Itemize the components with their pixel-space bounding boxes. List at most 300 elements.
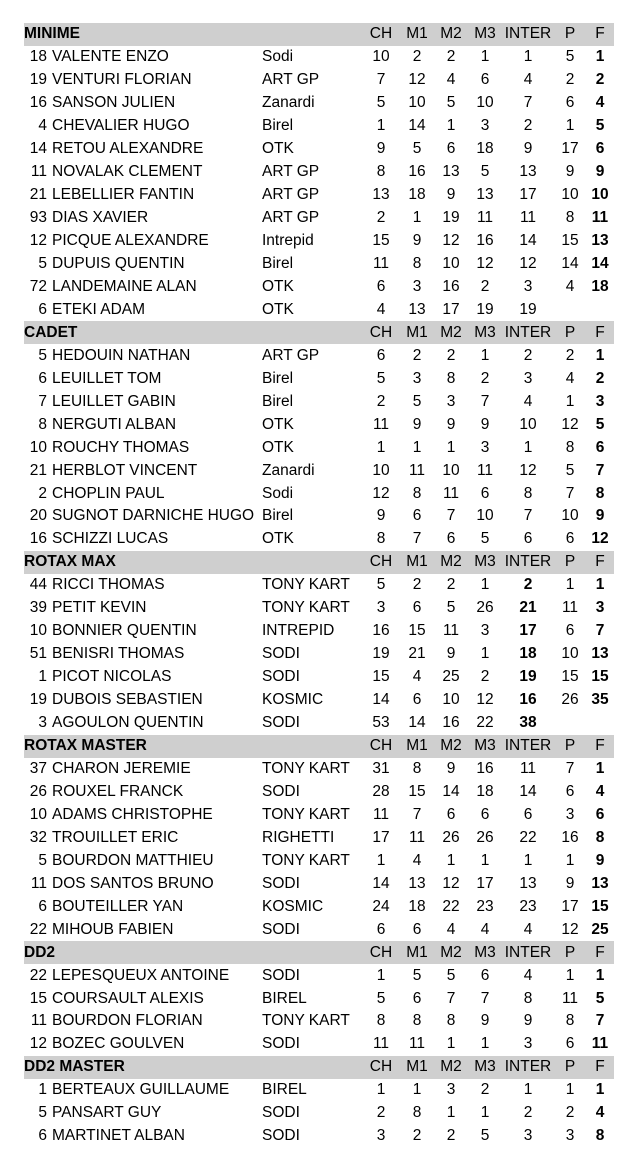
cell-m2: 13 bbox=[442, 163, 460, 181]
driver-row bbox=[24, 849, 614, 872]
cell-m3: 18 bbox=[476, 140, 494, 158]
column-header-m1: M1 bbox=[400, 321, 434, 344]
cell-inter: 11 bbox=[519, 759, 537, 777]
cell-p: 1 bbox=[565, 576, 575, 594]
cell-m2: 5 bbox=[446, 599, 456, 617]
cell-m3: 10 bbox=[476, 507, 494, 525]
category-header-row bbox=[24, 23, 614, 46]
driver-row bbox=[24, 872, 614, 895]
cell-m1: 6 bbox=[412, 507, 422, 525]
cell-m2: 2 bbox=[446, 576, 456, 594]
cell-num: 6 bbox=[38, 1127, 47, 1145]
cell-name: BOURDON MATTHIEU bbox=[52, 851, 214, 869]
cell-ch: 53 bbox=[372, 714, 390, 732]
cell-num: 6 bbox=[38, 300, 47, 318]
cell-ch: 5 bbox=[376, 94, 386, 112]
cell-m1: 4 bbox=[412, 851, 422, 869]
cell-m1: 13 bbox=[408, 300, 426, 318]
column-header-f: F bbox=[586, 941, 614, 964]
cell-team: RIGHETTI bbox=[262, 828, 335, 846]
cell-p: 26 bbox=[561, 691, 579, 709]
driver-row bbox=[24, 1033, 614, 1056]
cell-inter: 2 bbox=[523, 346, 533, 364]
cell-name: NOVALAK CLEMENT bbox=[52, 163, 203, 181]
driver-row bbox=[24, 207, 614, 230]
driver-row bbox=[24, 413, 614, 436]
cell-m2: 4 bbox=[446, 71, 456, 89]
cell-team: OTK bbox=[262, 530, 294, 548]
cell-inter: 1 bbox=[523, 851, 533, 869]
cell-p: 7 bbox=[565, 484, 575, 502]
cell-team: SODI bbox=[262, 966, 300, 984]
cell-num: 19 bbox=[29, 71, 47, 89]
cell-m3: 1 bbox=[480, 1035, 490, 1053]
column-header-ch: CH bbox=[362, 1056, 400, 1079]
cell-num: 5 bbox=[38, 1104, 47, 1122]
cell-ch: 11 bbox=[372, 805, 390, 823]
cell-m2: 6 bbox=[446, 140, 456, 158]
cell-inter: 7 bbox=[523, 94, 533, 112]
cell-m1: 5 bbox=[412, 140, 422, 158]
cell-m1: 6 bbox=[412, 691, 422, 709]
cell-inter: 4 bbox=[523, 71, 533, 89]
cell-team: ART GP bbox=[262, 163, 320, 181]
cell-p: 2 bbox=[565, 71, 575, 89]
driver-row bbox=[24, 780, 614, 803]
cell-m3: 16 bbox=[476, 759, 494, 777]
cell-team: OTK bbox=[262, 140, 294, 158]
driver-row bbox=[24, 115, 614, 138]
cell-name: DIAS XAVIER bbox=[52, 209, 149, 227]
cell-inter: 4 bbox=[523, 920, 533, 938]
cell-p: 6 bbox=[565, 782, 575, 800]
cell-team: INTREPID bbox=[262, 622, 335, 640]
cell-f: 11 bbox=[591, 209, 609, 227]
cell-m3: 3 bbox=[480, 622, 490, 640]
column-header-m3: M3 bbox=[468, 1056, 502, 1079]
cell-name: CHARON JEREMIE bbox=[52, 759, 191, 777]
cell-p: 1 bbox=[565, 966, 575, 984]
cell-name: ETEKI ADAM bbox=[52, 300, 146, 318]
cell-f: 11 bbox=[591, 1035, 609, 1053]
cell-team: Zanardi bbox=[262, 461, 315, 479]
driver-row bbox=[24, 987, 614, 1010]
cell-name: DUBOIS SEBASTIEN bbox=[52, 691, 203, 709]
cell-name: VALENTE ENZO bbox=[52, 48, 169, 66]
cell-m3: 10 bbox=[476, 94, 494, 112]
cell-m3: 12 bbox=[476, 255, 494, 272]
cell-m2: 10 bbox=[442, 691, 460, 709]
column-header-p: P bbox=[554, 735, 586, 758]
cell-p: 15 bbox=[561, 668, 579, 686]
column-header-inter: INTER bbox=[502, 735, 554, 758]
column-header-f: F bbox=[586, 321, 614, 344]
cell-m3: 3 bbox=[480, 117, 490, 135]
cell-inter: 9 bbox=[523, 140, 533, 158]
cell-inter: 22 bbox=[519, 828, 537, 846]
cell-num: 32 bbox=[29, 828, 47, 846]
cell-inter: 7 bbox=[523, 507, 533, 525]
category-header-row bbox=[24, 735, 614, 758]
cell-inter: 13 bbox=[519, 874, 537, 892]
cell-ch: 31 bbox=[372, 759, 390, 777]
cell-ch: 1 bbox=[376, 966, 386, 984]
column-header-ch: CH bbox=[362, 321, 400, 344]
driver-row bbox=[24, 826, 614, 849]
cell-f bbox=[586, 298, 614, 321]
cell-team: SODI bbox=[262, 668, 300, 686]
cell-inter: 14 bbox=[519, 782, 537, 800]
cell-ch: 1 bbox=[376, 438, 386, 456]
cell-m1: 8 bbox=[412, 1104, 422, 1122]
column-header-f: F bbox=[586, 1056, 614, 1079]
cell-p: 1 bbox=[565, 117, 575, 135]
cell-name: ROUXEL FRANCK bbox=[52, 782, 184, 800]
cell-m1: 8 bbox=[412, 1012, 422, 1030]
cell-ch: 17 bbox=[372, 828, 390, 846]
cell-num: 16 bbox=[29, 530, 47, 548]
cell-p: 8 bbox=[565, 438, 575, 456]
cell-num: 20 bbox=[29, 507, 47, 525]
cell-ch: 4 bbox=[376, 300, 386, 318]
cell-inter: 19 bbox=[519, 300, 537, 318]
driver-row bbox=[24, 666, 614, 689]
cell-m2: 2 bbox=[446, 346, 456, 364]
cell-ch: 15 bbox=[372, 668, 390, 686]
cell-num: 37 bbox=[29, 759, 47, 777]
cell-m3: 2 bbox=[480, 1081, 490, 1099]
cell-f: 1 bbox=[595, 759, 605, 777]
cell-m3: 2 bbox=[480, 369, 490, 387]
cell-m3: 26 bbox=[476, 828, 494, 846]
cell-name: VENTURI FLORIAN bbox=[52, 71, 192, 89]
cell-ch: 8 bbox=[376, 1012, 386, 1030]
cell-m3: 6 bbox=[480, 484, 490, 502]
cell-ch: 14 bbox=[372, 691, 390, 709]
category-name: MINIME bbox=[24, 23, 362, 46]
cell-inter: 21 bbox=[519, 599, 537, 617]
cell-num: 15 bbox=[29, 989, 47, 1007]
cell-f: 13 bbox=[591, 232, 609, 250]
driver-row bbox=[24, 1010, 614, 1033]
cell-ch: 10 bbox=[372, 461, 390, 479]
cell-m1: 8 bbox=[412, 255, 422, 272]
cell-inter: 3 bbox=[523, 1127, 533, 1145]
column-header-inter: INTER bbox=[502, 551, 554, 574]
cell-m1: 2 bbox=[412, 576, 422, 594]
cell-m2: 25 bbox=[442, 668, 460, 686]
cell-m3: 1 bbox=[480, 576, 490, 594]
cell-m1: 2 bbox=[412, 346, 422, 364]
cell-m3: 7 bbox=[480, 989, 490, 1007]
driver-row bbox=[24, 758, 614, 781]
cell-m1: 1 bbox=[412, 209, 422, 227]
driver-row bbox=[24, 597, 614, 620]
cell-m1: 8 bbox=[412, 759, 422, 777]
cell-m2: 11 bbox=[442, 622, 460, 640]
category-name: ROTAX MASTER bbox=[24, 735, 362, 758]
cell-inter: 1 bbox=[523, 48, 533, 66]
cell-m3: 9 bbox=[480, 1012, 490, 1030]
cell-m2: 1 bbox=[446, 438, 456, 456]
cell-m2: 16 bbox=[442, 714, 460, 732]
cell-inter: 14 bbox=[519, 232, 537, 250]
driver-row bbox=[24, 275, 614, 298]
cell-m3: 26 bbox=[476, 599, 494, 617]
cell-ch: 9 bbox=[376, 140, 386, 158]
cell-team: ART GP bbox=[262, 346, 320, 364]
cell-team: TONY KART bbox=[262, 599, 350, 617]
cell-ch: 1 bbox=[376, 851, 386, 869]
cell-num: 5 bbox=[38, 346, 47, 364]
cell-m2: 6 bbox=[446, 530, 456, 548]
cell-ch: 5 bbox=[376, 576, 386, 594]
cell-ch: 1 bbox=[376, 117, 386, 135]
cell-num: 21 bbox=[29, 461, 47, 479]
cell-team: OTK bbox=[262, 415, 294, 433]
cell-team: Zanardi bbox=[262, 94, 315, 112]
cell-name: LEPESQUEUX ANTOINE bbox=[52, 966, 230, 984]
cell-p: 2 bbox=[565, 1104, 575, 1122]
cell-ch: 11 bbox=[372, 1035, 390, 1053]
cell-num: 16 bbox=[29, 94, 47, 112]
cell-m3: 22 bbox=[476, 714, 494, 732]
cell-f: 4 bbox=[595, 1104, 605, 1122]
cell-inter: 38 bbox=[519, 714, 537, 732]
cell-f bbox=[586, 712, 614, 735]
cell-p: 6 bbox=[565, 530, 575, 548]
driver-row bbox=[24, 92, 614, 115]
cell-m1: 1 bbox=[412, 438, 422, 456]
cell-p: 1 bbox=[565, 851, 575, 869]
cell-p bbox=[554, 298, 586, 321]
cell-ch: 15 bbox=[372, 232, 390, 250]
cell-m3: 12 bbox=[476, 691, 494, 709]
driver-row bbox=[24, 895, 614, 918]
cell-num: 8 bbox=[38, 415, 47, 433]
cell-m2: 3 bbox=[446, 1081, 456, 1099]
cell-num: 11 bbox=[30, 874, 47, 892]
cell-m3: 1 bbox=[480, 851, 490, 869]
column-header-p: P bbox=[554, 23, 586, 46]
cell-inter: 3 bbox=[523, 1035, 533, 1053]
cell-inter: 1 bbox=[523, 438, 533, 456]
cell-p bbox=[554, 712, 586, 735]
cell-m2: 7 bbox=[446, 507, 456, 525]
cell-m2: 10 bbox=[442, 461, 460, 479]
cell-num: 6 bbox=[38, 897, 47, 915]
column-header-m2: M2 bbox=[434, 941, 468, 964]
cell-ch: 8 bbox=[376, 530, 386, 548]
cell-m1: 4 bbox=[412, 668, 422, 686]
driver-row bbox=[24, 643, 614, 666]
cell-name: BENISRI THOMAS bbox=[52, 645, 185, 663]
cell-p: 5 bbox=[565, 48, 575, 66]
cell-num: 14 bbox=[29, 140, 47, 158]
cell-m1: 6 bbox=[412, 989, 422, 1007]
cell-name: PICQUE ALEXANDRE bbox=[52, 232, 209, 250]
cell-inter: 23 bbox=[519, 897, 537, 915]
cell-m1: 6 bbox=[412, 599, 422, 617]
cell-f: 13 bbox=[591, 645, 609, 663]
cell-m1: 11 bbox=[408, 461, 426, 479]
cell-inter: 1 bbox=[523, 1081, 533, 1099]
cell-num: 72 bbox=[29, 277, 47, 295]
cell-team: Birel bbox=[262, 507, 294, 525]
cell-inter: 2 bbox=[523, 1104, 533, 1122]
cell-num: 39 bbox=[29, 599, 47, 617]
driver-row bbox=[24, 161, 614, 184]
cell-f: 2 bbox=[595, 369, 605, 387]
cell-m3: 5 bbox=[480, 1127, 490, 1145]
column-header-m2: M2 bbox=[434, 735, 468, 758]
cell-name: MARTINET ALBAN bbox=[52, 1127, 185, 1145]
cell-team: OTK bbox=[262, 277, 294, 295]
column-header-f: F bbox=[586, 23, 614, 46]
cell-m3: 7 bbox=[480, 392, 490, 410]
category-name: DD2 MASTER bbox=[24, 1056, 362, 1079]
cell-m1: 12 bbox=[408, 71, 426, 89]
cell-m1: 9 bbox=[412, 232, 422, 250]
cell-m1: 15 bbox=[408, 622, 426, 640]
column-header-ch: CH bbox=[362, 735, 400, 758]
cell-m2: 1 bbox=[446, 1104, 456, 1122]
driver-row bbox=[24, 298, 614, 321]
column-header-m3: M3 bbox=[468, 735, 502, 758]
results-table bbox=[24, 23, 614, 1148]
cell-f: 13 bbox=[591, 874, 609, 892]
cell-f: 5 bbox=[595, 989, 605, 1007]
cell-f: 8 bbox=[595, 484, 605, 502]
cell-ch: 7 bbox=[376, 71, 386, 89]
cell-m3: 19 bbox=[476, 300, 494, 318]
cell-inter: 13 bbox=[519, 163, 537, 181]
cell-m3: 6 bbox=[480, 966, 490, 984]
cell-name: NERGUTI ALBAN bbox=[52, 415, 177, 433]
driver-row bbox=[24, 459, 614, 482]
cell-team: TONY KART bbox=[262, 759, 350, 777]
cell-m3: 13 bbox=[476, 186, 494, 204]
driver-row bbox=[24, 367, 614, 390]
driver-row bbox=[24, 69, 614, 92]
cell-f: 9 bbox=[595, 851, 605, 869]
cell-p: 1 bbox=[565, 1081, 575, 1099]
category-name: ROTAX MAX bbox=[24, 551, 362, 574]
cell-team: SODI bbox=[262, 714, 300, 732]
cell-m2: 3 bbox=[446, 392, 456, 410]
category-name: CADET bbox=[24, 321, 362, 344]
cell-num: 10 bbox=[29, 805, 47, 823]
cell-m3: 18 bbox=[476, 782, 494, 800]
cell-f: 1 bbox=[595, 346, 605, 364]
cell-name: COURSAULT ALEXIS bbox=[52, 989, 204, 1007]
cell-num: 11 bbox=[30, 163, 47, 181]
cell-f: 2 bbox=[595, 71, 605, 89]
cell-p: 3 bbox=[565, 1127, 575, 1145]
cell-p: 15 bbox=[561, 232, 579, 250]
cell-m1: 5 bbox=[412, 392, 422, 410]
cell-inter: 11 bbox=[519, 209, 537, 227]
cell-name: PETIT KEVIN bbox=[52, 599, 147, 617]
cell-inter: 12 bbox=[519, 461, 537, 479]
cell-ch: 16 bbox=[372, 622, 390, 640]
cell-m2: 12 bbox=[442, 874, 460, 892]
cell-name: LANDEMAINE ALAN bbox=[52, 277, 197, 295]
cell-f: 5 bbox=[595, 117, 605, 135]
cell-ch: 19 bbox=[372, 645, 390, 663]
cell-num: 6 bbox=[38, 369, 47, 387]
column-header-m3: M3 bbox=[468, 551, 502, 574]
cell-m1: 8 bbox=[412, 484, 422, 502]
cell-m2: 10 bbox=[442, 255, 460, 272]
cell-m2: 22 bbox=[442, 897, 460, 915]
cell-f: 35 bbox=[591, 691, 609, 709]
cell-m2: 5 bbox=[446, 966, 456, 984]
cell-num: 1 bbox=[38, 1081, 47, 1099]
cell-ch: 6 bbox=[376, 277, 386, 295]
cell-ch: 3 bbox=[376, 1127, 386, 1145]
column-header-inter: INTER bbox=[502, 321, 554, 344]
cell-f: 15 bbox=[591, 668, 609, 686]
cell-m2: 5 bbox=[446, 94, 456, 112]
cell-ch: 1 bbox=[376, 1081, 386, 1099]
cell-p: 12 bbox=[561, 920, 579, 938]
column-header-m1: M1 bbox=[400, 941, 434, 964]
cell-ch: 13 bbox=[372, 186, 390, 204]
cell-num: 11 bbox=[30, 1012, 47, 1030]
cell-name: BOURDON FLORIAN bbox=[52, 1012, 203, 1030]
cell-m3: 3 bbox=[480, 438, 490, 456]
cell-name: DUPUIS QUENTIN bbox=[52, 255, 185, 272]
cell-ch: 5 bbox=[376, 989, 386, 1007]
cell-m2: 1 bbox=[446, 1035, 456, 1053]
cell-m3: 4 bbox=[480, 920, 490, 938]
cell-team: SODI bbox=[262, 874, 300, 892]
cell-num: 22 bbox=[29, 966, 47, 984]
driver-row bbox=[24, 138, 614, 161]
cell-inter: 3 bbox=[523, 369, 533, 387]
cell-team: BIREL bbox=[262, 1081, 307, 1099]
cell-p: 10 bbox=[561, 186, 579, 204]
cell-m2: 16 bbox=[442, 277, 460, 295]
cell-m1: 2 bbox=[412, 48, 422, 66]
category-header-row bbox=[24, 551, 614, 574]
column-header-p: P bbox=[554, 321, 586, 344]
cell-f: 12 bbox=[591, 530, 609, 548]
cell-inter: 19 bbox=[519, 668, 537, 686]
cell-team: Birel bbox=[262, 117, 294, 135]
cell-team: SODI bbox=[262, 1104, 300, 1122]
cell-num: 12 bbox=[29, 232, 47, 250]
column-header-ch: CH bbox=[362, 941, 400, 964]
cell-f: 1 bbox=[595, 576, 605, 594]
cell-team: Birel bbox=[262, 255, 294, 272]
cell-m1: 14 bbox=[408, 714, 426, 732]
cell-m2: 12 bbox=[442, 232, 460, 250]
cell-inter: 18 bbox=[519, 645, 537, 663]
cell-m1: 2 bbox=[412, 1127, 422, 1145]
driver-row bbox=[24, 918, 614, 941]
cell-m3: 2 bbox=[480, 668, 490, 686]
cell-m3: 5 bbox=[480, 163, 490, 181]
cell-m1: 18 bbox=[408, 897, 426, 915]
cell-f: 8 bbox=[595, 828, 605, 846]
cell-f: 25 bbox=[591, 920, 609, 938]
cell-name: LEBELLIER FANTIN bbox=[52, 186, 195, 204]
cell-f: 15 bbox=[591, 897, 609, 915]
cell-m2: 17 bbox=[442, 300, 460, 318]
cell-f: 1 bbox=[595, 48, 605, 66]
